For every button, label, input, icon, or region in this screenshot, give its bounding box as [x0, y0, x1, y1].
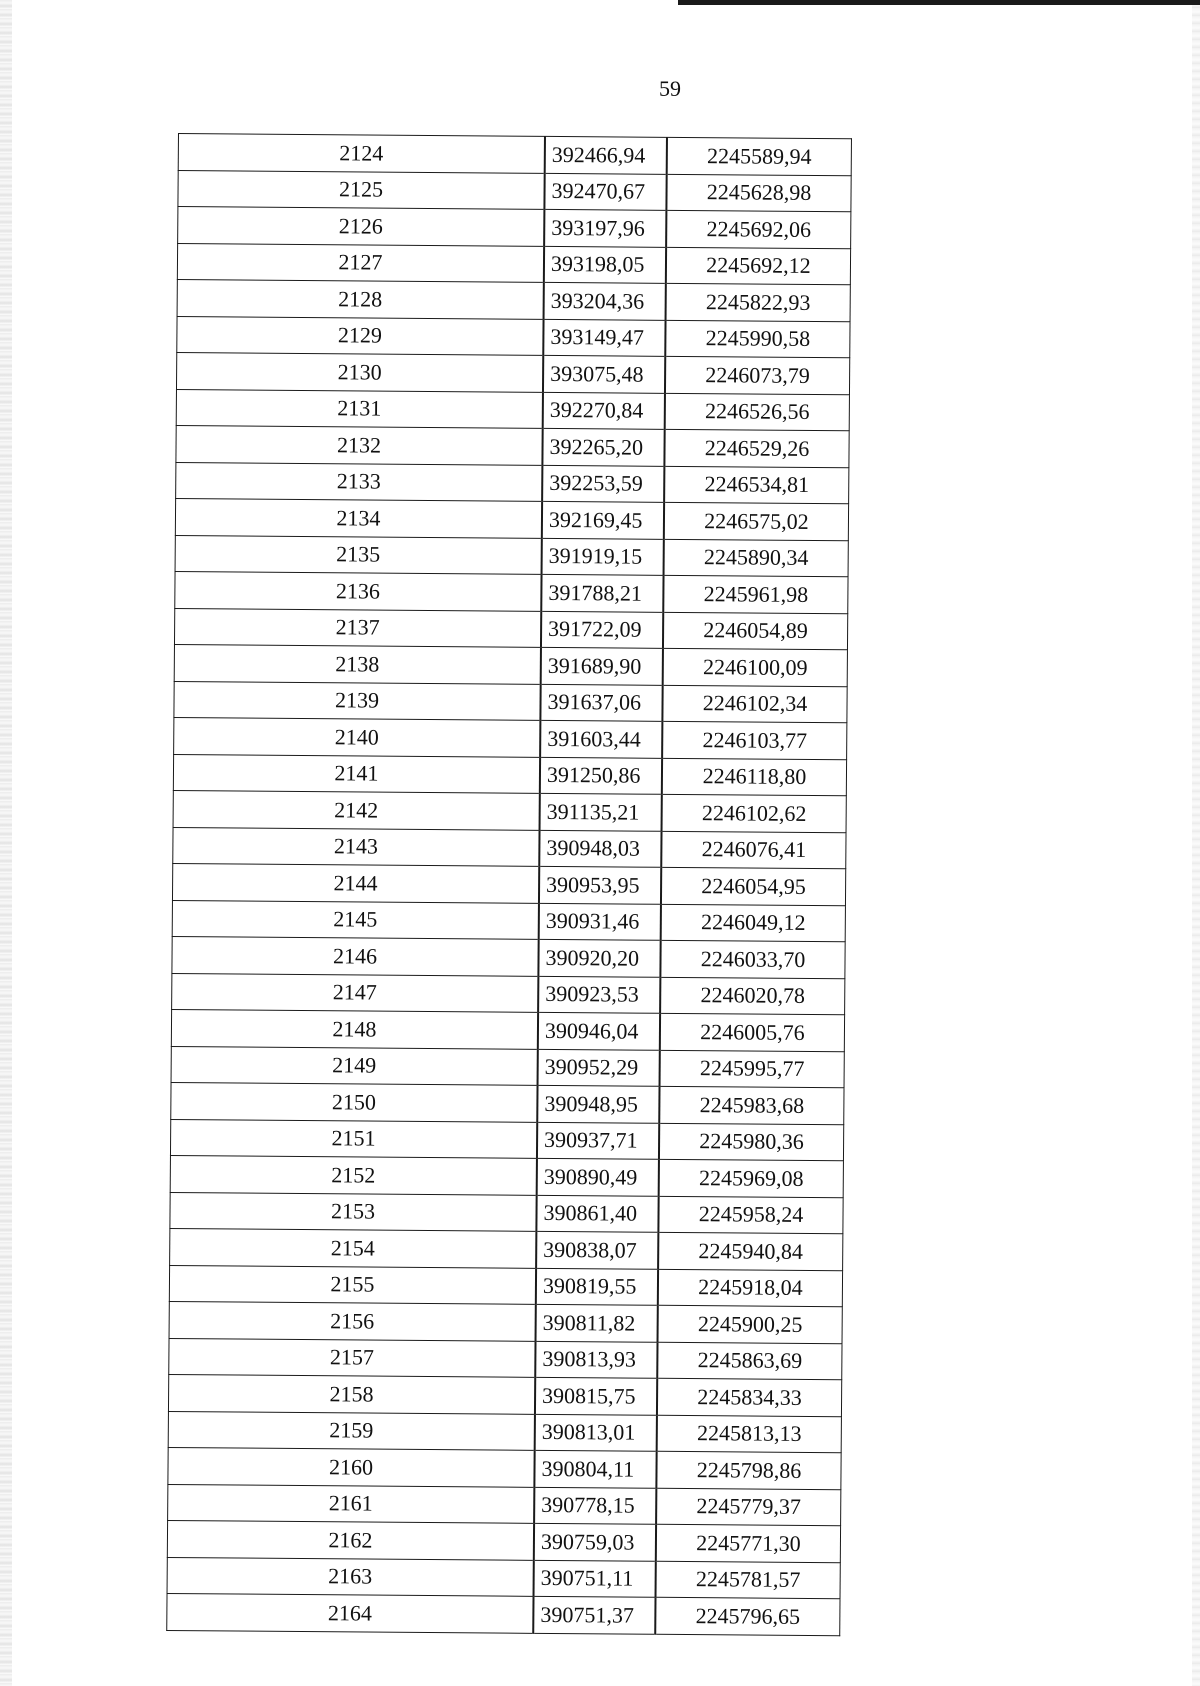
y-coordinate-cell: 2246529,26 — [664, 429, 849, 467]
table-row — [174, 608, 847, 650]
y-coordinate-cell: 2245796,65 — [655, 1597, 840, 1635]
point-number-cell: 2155 — [169, 1265, 536, 1304]
y-coordinate-cell: 2245980,36 — [659, 1123, 844, 1161]
point-number-cell: 2146 — [172, 936, 539, 975]
point-number-cell: 2135 — [175, 535, 542, 574]
y-coordinate-cell: 2245995,77 — [660, 1050, 845, 1088]
y-coordinate-cell: 2246102,34 — [662, 685, 847, 723]
y-coordinate-cell: 2245918,04 — [658, 1269, 843, 1307]
point-number-cell: 2138 — [174, 644, 541, 683]
x-coordinate-cell: 393149,47 — [543, 319, 665, 356]
point-number-cell: 2127 — [177, 243, 544, 282]
y-coordinate-cell: 2246049,12 — [661, 904, 846, 942]
y-coordinate-cell: 2246118,80 — [662, 758, 847, 796]
table-row — [176, 425, 849, 467]
point-number-cell: 2131 — [176, 389, 543, 428]
table-row — [175, 535, 848, 577]
x-coordinate-cell: 392470,67 — [544, 173, 666, 210]
table-row — [171, 1046, 844, 1088]
x-coordinate-cell: 390778,15 — [534, 1487, 656, 1524]
y-coordinate-cell: 2245834,33 — [657, 1378, 842, 1416]
y-coordinate-cell: 2245589,94 — [667, 137, 852, 175]
point-number-cell: 2140 — [174, 717, 541, 756]
y-coordinate-cell: 2246076,41 — [661, 831, 846, 869]
x-coordinate-cell: 391788,21 — [541, 574, 663, 611]
table-row — [169, 1338, 842, 1380]
y-coordinate-cell: 2245779,37 — [656, 1488, 841, 1526]
point-number-cell: 2137 — [174, 608, 541, 647]
point-number-cell: 2130 — [176, 352, 543, 391]
table-row — [173, 790, 846, 832]
point-number-cell: 2128 — [177, 279, 544, 318]
table-row — [176, 389, 849, 431]
table-row — [168, 1447, 841, 1489]
point-number-cell: 2143 — [173, 827, 540, 866]
y-coordinate-cell: 2246033,70 — [660, 940, 845, 978]
y-coordinate-cell: 2245969,08 — [659, 1159, 844, 1197]
table-body — [167, 134, 852, 1636]
point-number-cell: 2149 — [171, 1046, 538, 1085]
x-coordinate-cell: 391250,86 — [540, 757, 662, 794]
y-coordinate-cell: 2245961,98 — [663, 575, 848, 613]
table-row — [174, 681, 847, 723]
table-row — [168, 1484, 841, 1526]
table-row — [167, 1557, 840, 1599]
point-number-cell: 2163 — [167, 1557, 534, 1596]
y-coordinate-cell: 2245822,93 — [666, 283, 851, 321]
y-coordinate-cell: 2245890,34 — [664, 539, 849, 577]
y-coordinate-cell: 2246054,95 — [661, 867, 846, 905]
table-row — [170, 1155, 843, 1197]
table-row — [169, 1265, 842, 1307]
y-coordinate-cell: 2245863,69 — [657, 1342, 842, 1380]
x-coordinate-cell: 390946,04 — [538, 1012, 660, 1049]
table-row — [174, 644, 847, 686]
table-row — [167, 1520, 840, 1562]
table-row — [169, 1301, 842, 1343]
y-coordinate-cell: 2245692,12 — [666, 247, 851, 285]
point-number-cell: 2124 — [178, 134, 545, 173]
x-coordinate-cell: 391689,90 — [541, 647, 663, 684]
y-coordinate-cell: 2246526,56 — [665, 393, 850, 431]
table-row — [177, 279, 850, 321]
x-coordinate-cell: 390838,07 — [536, 1231, 658, 1268]
x-coordinate-cell: 391637,06 — [540, 684, 662, 721]
x-coordinate-cell: 390751,37 — [533, 1596, 655, 1633]
point-number-cell: 2159 — [168, 1411, 535, 1450]
x-coordinate-cell: 391722,09 — [541, 611, 663, 648]
table-row — [170, 1119, 843, 1161]
point-number-cell: 2144 — [172, 863, 539, 902]
table-row — [176, 462, 849, 504]
point-number-cell: 2153 — [170, 1192, 537, 1231]
x-coordinate-cell: 393075,48 — [543, 355, 665, 392]
x-coordinate-cell: 392466,94 — [545, 136, 667, 173]
y-coordinate-cell: 2246100,09 — [663, 648, 848, 686]
table-row — [168, 1374, 841, 1416]
y-coordinate-cell: 2245940,84 — [658, 1232, 843, 1270]
table-row — [177, 243, 850, 285]
x-coordinate-cell: 390819,55 — [536, 1268, 658, 1305]
table-row — [175, 571, 848, 613]
point-number-cell: 2156 — [169, 1301, 536, 1340]
y-coordinate-cell: 2246575,02 — [664, 502, 849, 540]
point-number-cell: 2154 — [170, 1228, 537, 1267]
table-row — [172, 936, 845, 978]
point-number-cell: 2125 — [178, 170, 545, 209]
point-number-cell: 2133 — [176, 462, 543, 501]
x-coordinate-cell: 390861,40 — [536, 1195, 658, 1232]
x-coordinate-cell: 391603,44 — [540, 720, 662, 757]
point-number-cell: 2151 — [170, 1119, 537, 1158]
x-coordinate-cell: 392169,45 — [542, 501, 664, 538]
x-coordinate-cell: 392265,20 — [542, 428, 664, 465]
table-row — [173, 754, 846, 796]
table-row — [168, 1411, 841, 1453]
point-number-cell: 2147 — [172, 973, 539, 1012]
scan-edge-left — [0, 0, 12, 1686]
point-number-cell: 2150 — [171, 1082, 538, 1121]
y-coordinate-cell: 2246534,81 — [664, 466, 849, 504]
y-coordinate-cell: 2245771,30 — [656, 1524, 841, 1562]
point-number-cell: 2136 — [175, 571, 542, 610]
point-number-cell: 2142 — [173, 790, 540, 829]
point-number-cell: 2160 — [168, 1447, 535, 1486]
y-coordinate-cell: 2245798,86 — [656, 1451, 841, 1489]
table-row — [174, 717, 847, 759]
y-coordinate-cell: 2245958,24 — [658, 1196, 843, 1234]
y-coordinate-cell: 2246005,76 — [660, 1013, 845, 1051]
point-number-cell: 2157 — [169, 1338, 536, 1377]
x-coordinate-cell: 390813,93 — [535, 1341, 657, 1378]
x-coordinate-cell: 390811,82 — [536, 1304, 658, 1341]
table-row — [173, 827, 846, 869]
y-coordinate-cell: 2246102,62 — [662, 794, 847, 832]
x-coordinate-cell: 393198,05 — [544, 246, 666, 283]
x-coordinate-cell: 392253,59 — [542, 465, 664, 502]
x-coordinate-cell: 393204,36 — [544, 282, 666, 319]
table-row — [170, 1192, 843, 1234]
x-coordinate-cell: 390920,20 — [538, 939, 660, 976]
point-number-cell: 2139 — [174, 681, 541, 720]
point-number-cell: 2161 — [168, 1484, 535, 1523]
table-row — [172, 900, 845, 942]
x-coordinate-cell: 390813,01 — [535, 1414, 657, 1451]
y-coordinate-cell: 2246020,78 — [660, 977, 845, 1015]
point-number-cell: 2126 — [178, 207, 545, 246]
coordinates-table — [166, 133, 852, 1636]
y-coordinate-cell: 2245900,25 — [658, 1305, 843, 1343]
point-number-cell: 2141 — [173, 754, 540, 793]
table-row — [178, 170, 851, 212]
y-coordinate-cell: 2245692,06 — [666, 210, 851, 248]
point-number-cell: 2152 — [170, 1155, 537, 1194]
table-row — [175, 498, 848, 540]
point-number-cell: 2164 — [167, 1593, 534, 1632]
y-coordinate-cell: 2246103,77 — [662, 721, 847, 759]
x-coordinate-cell: 392270,84 — [543, 392, 665, 429]
x-coordinate-cell: 390923,53 — [538, 976, 660, 1013]
y-coordinate-cell: 2245781,57 — [656, 1561, 841, 1599]
y-coordinate-cell: 2245628,98 — [666, 174, 851, 212]
point-number-cell: 2132 — [176, 425, 543, 464]
y-coordinate-cell: 2245813,13 — [657, 1415, 842, 1453]
table-row — [176, 352, 849, 394]
x-coordinate-cell: 391135,21 — [540, 793, 662, 830]
point-number-cell: 2158 — [168, 1374, 535, 1413]
x-coordinate-cell: 390953,95 — [539, 866, 661, 903]
x-coordinate-cell: 390751,11 — [534, 1560, 656, 1597]
x-coordinate-cell: 390815,75 — [535, 1377, 657, 1414]
x-coordinate-cell: 390804,11 — [534, 1450, 656, 1487]
x-coordinate-cell: 390890,49 — [537, 1158, 659, 1195]
page-number: 59 — [659, 76, 681, 101]
y-coordinate-cell: 2246054,89 — [663, 612, 848, 650]
table-row — [178, 207, 851, 249]
x-coordinate-cell: 390759,03 — [534, 1523, 656, 1560]
y-coordinate-cell: 2245983,68 — [659, 1086, 844, 1124]
point-number-cell: 2134 — [175, 498, 542, 537]
x-coordinate-cell: 390937,71 — [537, 1122, 659, 1159]
x-coordinate-cell: 391919,15 — [542, 538, 664, 575]
y-coordinate-cell: 2245990,58 — [665, 320, 850, 358]
table-row — [167, 1593, 840, 1635]
table-row — [171, 1009, 844, 1051]
table-row — [178, 134, 851, 176]
scan-edge-right — [1192, 0, 1200, 1686]
table-row — [171, 1082, 844, 1124]
top-rule — [678, 0, 1200, 5]
x-coordinate-cell: 390948,03 — [539, 830, 661, 867]
x-coordinate-cell: 390931,46 — [539, 903, 661, 940]
table-row — [172, 973, 845, 1015]
point-number-cell: 2148 — [171, 1009, 538, 1048]
x-coordinate-cell: 393197,96 — [544, 209, 666, 246]
y-coordinate-cell: 2246073,79 — [665, 356, 850, 394]
x-coordinate-cell: 390948,95 — [537, 1085, 659, 1122]
table-row — [172, 863, 845, 905]
point-number-cell: 2145 — [172, 900, 539, 939]
point-number-cell: 2129 — [177, 316, 544, 355]
x-coordinate-cell: 390952,29 — [538, 1049, 660, 1086]
point-number-cell: 2162 — [167, 1520, 534, 1559]
table-row — [170, 1228, 843, 1270]
table-row — [177, 316, 850, 358]
